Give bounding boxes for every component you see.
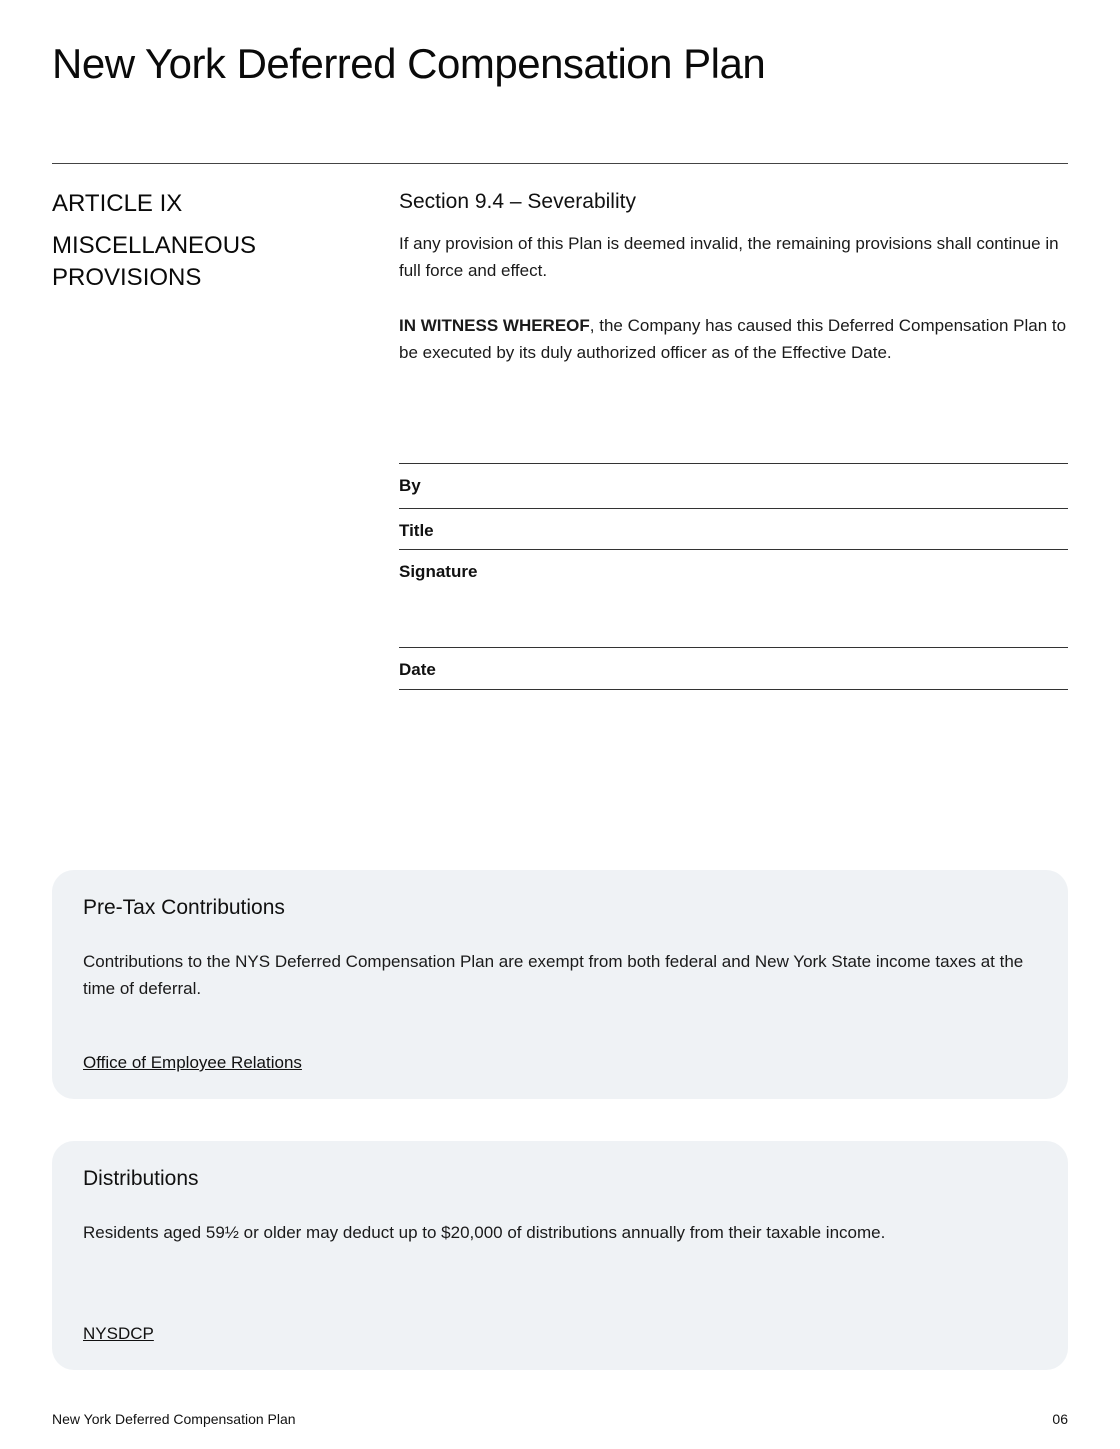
title-field[interactable] bbox=[399, 509, 1068, 550]
card-link-employee-relations[interactable]: Office of Employee Relations bbox=[83, 1053, 302, 1072]
signature-field[interactable] bbox=[399, 550, 1068, 648]
severability-paragraph: If any provision of this Plan is deemed invalid, the remaining provisions shall continue in full force and effect. bbox=[399, 234, 1059, 280]
date-label: Date bbox=[399, 660, 436, 679]
info-card-pretax bbox=[52, 870, 1068, 1099]
by-field[interactable] bbox=[399, 464, 1068, 509]
title-label: Title bbox=[399, 521, 434, 540]
page-number: 06 bbox=[1052, 1411, 1068, 1427]
section-title: Section 9.4 – Severability bbox=[399, 190, 636, 213]
info-card-distributions bbox=[52, 1141, 1068, 1370]
card-title: Pre-Tax Contributions bbox=[83, 896, 285, 919]
footer-title: New York Deferred Compensation Plan bbox=[52, 1411, 296, 1427]
witness-lead: IN WITNESS WHEREOF bbox=[399, 316, 590, 335]
witness-paragraph bbox=[399, 312, 1068, 366]
witness-text: , the Company has caused this Deferred Compensation Plan to be executed by its duly authorized officer as of the Effective Date. bbox=[399, 316, 1067, 362]
article-number: ARTICLE IX bbox=[52, 190, 183, 217]
card-text: Contributions to the NYS Deferred Compensation Plan are exempt from both federal and New York State income taxes at the time of deferral. bbox=[83, 952, 1024, 998]
by-label: By bbox=[399, 476, 421, 495]
card-link-nysdcp[interactable]: NYSDCP bbox=[83, 1324, 154, 1343]
card-title: Distributions bbox=[83, 1167, 199, 1190]
section-content bbox=[399, 190, 1068, 366]
article-name: MISCELLANEOUS PROVISIONS bbox=[52, 232, 257, 291]
signature-block bbox=[399, 463, 1068, 690]
article-heading bbox=[52, 190, 352, 294]
date-field[interactable] bbox=[399, 648, 1068, 690]
header-divider bbox=[52, 163, 1068, 164]
page-title: New York Deferred Compensation Plan bbox=[52, 40, 766, 87]
signature-label: Signature bbox=[399, 562, 478, 581]
card-text: Residents aged 59½ or older may deduct up to $20,000 of distributions annually from their taxable income. bbox=[83, 1223, 886, 1242]
